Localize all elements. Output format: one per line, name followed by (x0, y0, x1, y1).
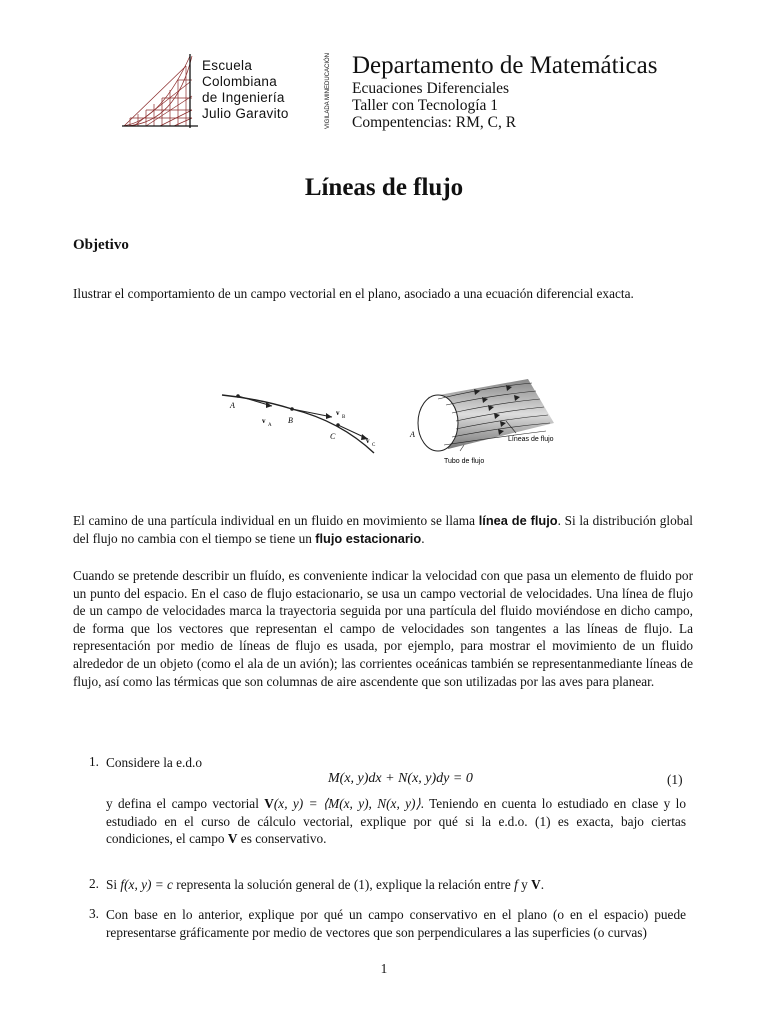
item-1-text-3: es conservativo. (237, 831, 327, 847)
item-2-number: 2. (89, 876, 99, 891)
item-2-text-3: y (517, 877, 532, 892)
flow-figure (220, 375, 560, 475)
item-1-text-1: y defina el campo vectorial (106, 796, 265, 811)
para1-text-1: El camino de una partícula individual en un fluido en movimiento se llama (73, 513, 479, 528)
vector-a-label: v (262, 417, 266, 425)
vector-b-label: v (336, 409, 340, 417)
item-3-number: 3. (89, 906, 99, 921)
item-1-number: 1. (89, 754, 99, 769)
vector-b-sub: B (342, 415, 346, 420)
department-header (352, 52, 657, 131)
course-name: Ecuaciones Diferenciales (352, 80, 510, 97)
item-2-text (106, 876, 686, 894)
flow-tube-label: Tubo de flujo (444, 458, 485, 465)
paragraph-flow-description: Cuando se pretende describir un fluído, es conveniente indicar la velocidad con que pasa un elemento de fluido por un punto del espacio. En el caso de flujo estacionario, se usa un campo vectorial de velocidades. Una línea de flujo de un campo de velocidades marca la trayectoria seguida por una partícula del fluido moviéndose en dicho campo, de forma que los vectores que representan el campo de velocidades son tangentes a las líneas de flujo. La representación por medio de líneas de flujo es usada, por ejemplo, para mostrar el movimiento de un fluido alrededor de un objeto (como el ala de un avión); las corrientes oceánicas también se representanmediante líneas de flujo, así como las térmicas que son columnas de aire ascendente que son utilizadas por las aves para planear. (73, 568, 693, 689)
competences: Compentencias: RM, C, R (352, 114, 517, 131)
logo-line-2: Colombiana (202, 74, 278, 89)
flow-tube-diagram (408, 375, 558, 470)
equation-1: M(x, y)dx + N(x, y)dy = 0 (328, 771, 473, 786)
item-3-text: Con base en lo anterior, explique por qué un campo conservativo en el plano (o en el espacio) puede representarse gráficamente por medio de vectores que son perpendiculares a las superficies (o curvas) (106, 907, 686, 940)
item-1-vector-def: (x, y) = ⟨M(x, y), N(x, y)⟩ (273, 796, 421, 811)
paragraph-flow-definition (73, 512, 693, 547)
workshop-name: Taller con Tecnología 1 (352, 97, 499, 114)
point-b-label: B (288, 416, 293, 425)
term-steady-flow: flujo estacionario (315, 530, 422, 546)
flow-lines-label: Líneas de flujo (508, 436, 554, 443)
item-2-text-1: Si (106, 877, 121, 892)
logo-vertical-text: VIGILADA MINEDUCACIÓN (325, 52, 331, 129)
item-1-vector-v2: V (227, 831, 238, 847)
logo-graphic (120, 52, 200, 130)
flow-line-diagram (220, 375, 380, 465)
item-2-vector-v: V (531, 877, 541, 892)
point-c-label: C (330, 432, 336, 441)
department-title: Departamento de Matemáticas (352, 52, 658, 79)
item-2-text-4: . (540, 877, 545, 892)
vector-c-sub: C (372, 443, 376, 448)
tube-point-a-label: A (410, 430, 415, 439)
objective-text: Ilustrar el comportamiento de un campo vectorial en el plano, asociado a una ecuación diferencial exacta. (73, 286, 634, 301)
item-1-text-2: . Teniendo en cuenta lo estudiado en clase y lo estudiado en el curso de cálculo vectorial, explique por qué si la e.d.o. (1) es exacta, bajo ciertas condiciones, el campo (106, 796, 687, 847)
logo-line-1: Escuela (202, 58, 253, 73)
item-1-intro: Considere la e.d.o (106, 755, 203, 770)
page-title: Líneas de flujo (304, 174, 464, 201)
logo-line-4: Julio Garavito (202, 106, 289, 121)
logo-line-3: de Ingeniería (202, 90, 285, 105)
term-flow-line: línea de flujo (478, 513, 558, 528)
item-1-text (106, 795, 686, 848)
para1-text-2: . Si la distribución global del flujo no cambia con el tiempo se tiene un (73, 513, 694, 546)
equation-1-label: (1) (667, 772, 683, 787)
item-1-vector-v: V (264, 796, 274, 811)
objective-heading: Objetivo (73, 237, 129, 253)
para1-text-3: . (421, 530, 425, 546)
page-number: 1 (380, 961, 388, 976)
item-2-text-2: representa la solución general de (1), explique la relación entre (172, 877, 515, 892)
item-2-solution: f(x, y) = c (120, 877, 173, 892)
school-logo (120, 52, 325, 132)
point-a-label: A (230, 401, 235, 410)
item-2-f: f (514, 877, 518, 892)
vector-a-sub: A (268, 423, 272, 428)
vector-c-label: v (366, 437, 370, 445)
